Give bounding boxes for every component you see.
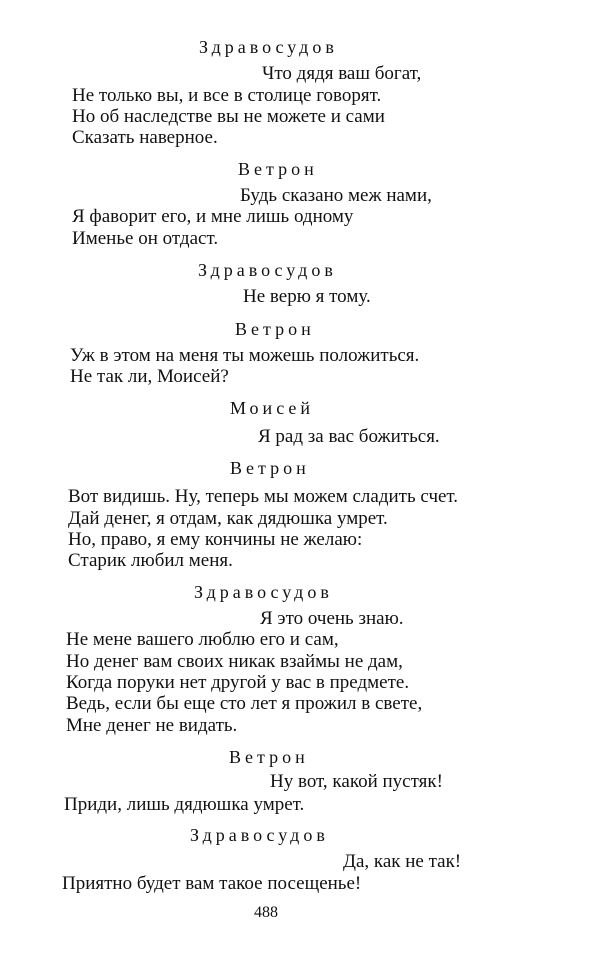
verse-line: Но об наследстве вы не можете и сами [72, 106, 385, 127]
verse-line: Уж в этом на меня ты можешь положиться. [70, 345, 420, 366]
speaker-name: Здравосудов [190, 825, 329, 845]
verse-line: Вот видишь. Ну, теперь мы можем сладить счет. [68, 486, 459, 507]
verse-line: Приятно будет вам такое посещенье! [62, 873, 362, 894]
verse-line: Мне денег не видать. [66, 715, 238, 736]
speaker-name: Ветрон [229, 747, 309, 767]
verse-line: Дай денег, я отдам, как дядюшка умрет. [68, 508, 388, 529]
verse-line: Не верю я тому. [243, 286, 371, 307]
verse-line: Не только вы, и все в столице говорят. [72, 85, 382, 106]
verse-line: Но, право, я ему кончины не желаю: [68, 529, 363, 550]
verse-line: Что дядя ваш богат, [262, 63, 422, 84]
speaker-name: Ветрон [230, 458, 310, 478]
verse-line: Я фаворит его, и мне лишь одному [72, 206, 354, 227]
verse-line: Ну вот, какой пустяк! [270, 771, 443, 792]
speaker-name: Здравосудов [198, 260, 337, 280]
verse-line: Будь сказано меж нами, [240, 185, 432, 206]
verse-line: Приди, лишь дядюшка умрет. [64, 794, 305, 815]
verse-line: Старик любил меня. [68, 550, 233, 571]
speaker-name: Здравосудов [199, 37, 338, 57]
verse-line: Я рад за вас божиться. [258, 426, 440, 447]
verse-line: Не так ли, Моисей? [70, 366, 229, 387]
speaker-name: Здравосудов [194, 582, 333, 602]
verse-line: Именье он отдаст. [72, 228, 219, 249]
speaker-name: Ветрон [238, 159, 318, 179]
verse-line: Ведь, если бы еще сто лет я прожил в свете, [66, 693, 423, 714]
verse-line: Я это очень знаю. [260, 608, 404, 629]
verse-line: Когда поруки нет другой у вас в предмете. [66, 672, 410, 693]
speaker-name: Ветрон [235, 319, 315, 339]
verse-line: Сказать наверное. [72, 127, 218, 148]
page-number: 488 [254, 904, 278, 921]
verse-line: Но денег вам своих никак взаймы не дам, [66, 651, 403, 672]
speaker-name: Моисей [230, 398, 315, 418]
verse-line: Да, как не так! [343, 851, 462, 872]
verse-line: Не мене вашего люблю его и сам, [66, 629, 339, 650]
